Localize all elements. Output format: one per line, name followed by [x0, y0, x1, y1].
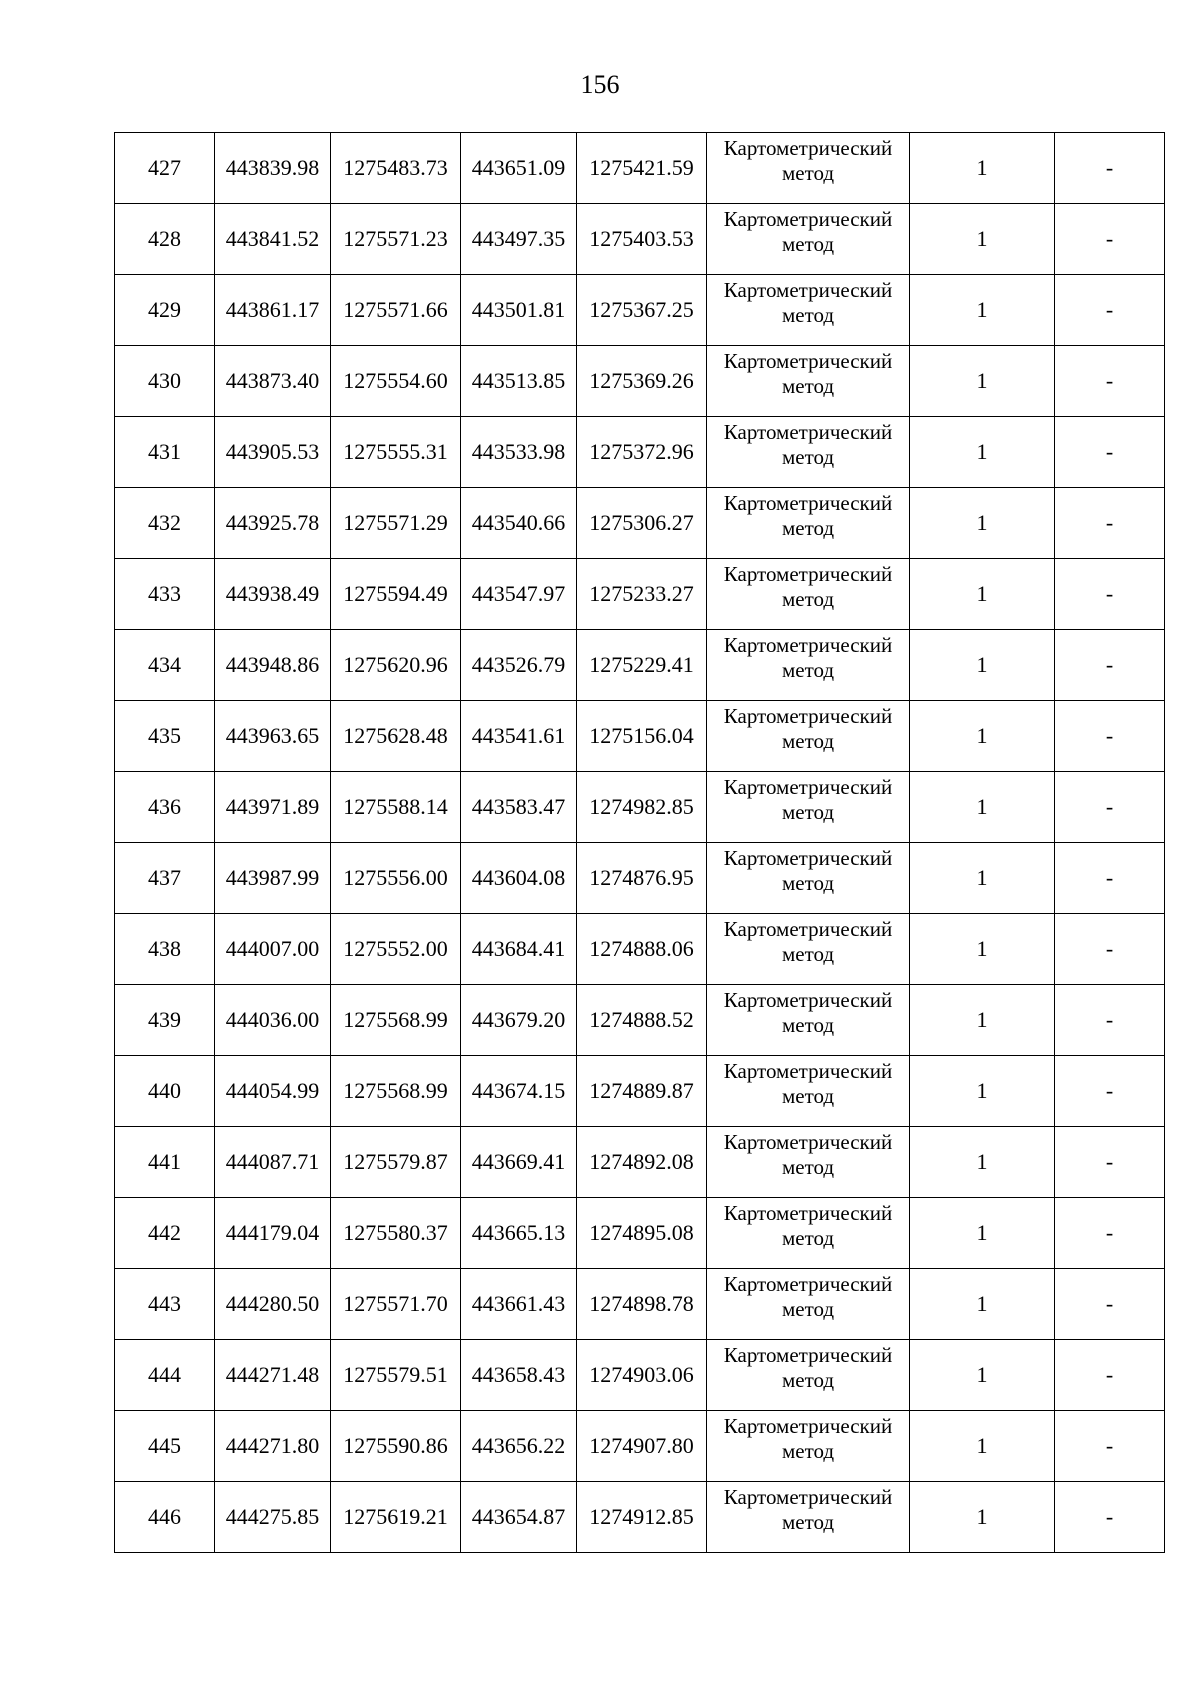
x2-cell: 443674.15	[461, 1056, 577, 1127]
note-cell: -	[1055, 914, 1165, 985]
x2-cell: 443656.22	[461, 1411, 577, 1482]
point-number-cell: 445	[115, 1411, 215, 1482]
table-row	[115, 133, 1165, 204]
note-cell: -	[1055, 630, 1165, 701]
note-cell: -	[1055, 1411, 1165, 1482]
point-number-cell: 429	[115, 275, 215, 346]
x1-cell: 443873.40	[215, 346, 331, 417]
y2-cell: 1274898.78	[577, 1269, 707, 1340]
point-number-cell: 446	[115, 1482, 215, 1553]
note-cell: -	[1055, 1056, 1165, 1127]
x1-cell: 443948.86	[215, 630, 331, 701]
point-number-cell: 433	[115, 559, 215, 630]
accuracy-cell: 1	[910, 133, 1055, 204]
point-number-cell: 441	[115, 1127, 215, 1198]
x2-cell: 443541.61	[461, 701, 577, 772]
note-cell: -	[1055, 772, 1165, 843]
table-row	[115, 914, 1165, 985]
y2-cell: 1274895.08	[577, 1198, 707, 1269]
y1-cell: 1275594.49	[331, 559, 461, 630]
y1-cell: 1275483.73	[331, 133, 461, 204]
point-number-cell: 431	[115, 417, 215, 488]
accuracy-cell: 1	[910, 914, 1055, 985]
note-cell: -	[1055, 843, 1165, 914]
y2-cell: 1275421.59	[577, 133, 707, 204]
x1-cell: 443963.65	[215, 701, 331, 772]
x1-cell: 444179.04	[215, 1198, 331, 1269]
y2-cell: 1275229.41	[577, 630, 707, 701]
y2-cell: 1275233.27	[577, 559, 707, 630]
accuracy-cell: 1	[910, 417, 1055, 488]
method-cell: Картометрический метод	[707, 1269, 910, 1340]
table-row	[115, 559, 1165, 630]
x1-cell: 444087.71	[215, 1127, 331, 1198]
method-cell: Картометрический метод	[707, 559, 910, 630]
point-number-cell: 440	[115, 1056, 215, 1127]
table-row	[115, 772, 1165, 843]
y1-cell: 1275619.21	[331, 1482, 461, 1553]
x2-cell: 443501.81	[461, 275, 577, 346]
point-number-cell: 432	[115, 488, 215, 559]
method-cell: Картометрический метод	[707, 346, 910, 417]
y1-cell: 1275571.23	[331, 204, 461, 275]
x1-cell: 443841.52	[215, 204, 331, 275]
y1-cell: 1275568.99	[331, 1056, 461, 1127]
y2-cell: 1275156.04	[577, 701, 707, 772]
y1-cell: 1275628.48	[331, 701, 461, 772]
method-cell: Картометрический метод	[707, 1127, 910, 1198]
y1-cell: 1275620.96	[331, 630, 461, 701]
method-cell: Картометрический метод	[707, 985, 910, 1056]
x2-cell: 443679.20	[461, 985, 577, 1056]
note-cell: -	[1055, 417, 1165, 488]
point-number-cell: 444	[115, 1340, 215, 1411]
method-cell: Картометрический метод	[707, 1411, 910, 1482]
note-cell: -	[1055, 1198, 1165, 1269]
y1-cell: 1275554.60	[331, 346, 461, 417]
note-cell: -	[1055, 346, 1165, 417]
accuracy-cell: 1	[910, 701, 1055, 772]
x1-cell: 443861.17	[215, 275, 331, 346]
x2-cell: 443654.87	[461, 1482, 577, 1553]
x2-cell: 443513.85	[461, 346, 577, 417]
x1-cell: 444007.00	[215, 914, 331, 985]
table-row	[115, 1340, 1165, 1411]
y1-cell: 1275571.66	[331, 275, 461, 346]
accuracy-cell: 1	[910, 1127, 1055, 1198]
note-cell: -	[1055, 1127, 1165, 1198]
point-number-cell: 438	[115, 914, 215, 985]
table-row	[115, 843, 1165, 914]
method-cell: Картометрический метод	[707, 133, 910, 204]
table-row	[115, 701, 1165, 772]
x1-cell: 443905.53	[215, 417, 331, 488]
x1-cell: 444054.99	[215, 1056, 331, 1127]
accuracy-cell: 1	[910, 1340, 1055, 1411]
method-cell: Картометрический метод	[707, 488, 910, 559]
table-row	[115, 488, 1165, 559]
point-number-cell: 437	[115, 843, 215, 914]
y2-cell: 1275306.27	[577, 488, 707, 559]
y2-cell: 1274912.85	[577, 1482, 707, 1553]
y1-cell: 1275571.70	[331, 1269, 461, 1340]
note-cell: -	[1055, 488, 1165, 559]
accuracy-cell: 1	[910, 1269, 1055, 1340]
point-number-cell: 430	[115, 346, 215, 417]
x1-cell: 444275.85	[215, 1482, 331, 1553]
y1-cell: 1275556.00	[331, 843, 461, 914]
accuracy-cell: 1	[910, 985, 1055, 1056]
point-number-cell: 428	[115, 204, 215, 275]
table-row	[115, 417, 1165, 488]
x2-cell: 443526.79	[461, 630, 577, 701]
y2-cell: 1274876.95	[577, 843, 707, 914]
note-cell: -	[1055, 1269, 1165, 1340]
point-number-cell: 443	[115, 1269, 215, 1340]
note-cell: -	[1055, 133, 1165, 204]
table-row	[115, 1198, 1165, 1269]
x2-cell: 443583.47	[461, 772, 577, 843]
accuracy-cell: 1	[910, 630, 1055, 701]
x1-cell: 444036.00	[215, 985, 331, 1056]
table-row	[115, 275, 1165, 346]
point-number-cell: 439	[115, 985, 215, 1056]
x2-cell: 443669.41	[461, 1127, 577, 1198]
table-row	[115, 985, 1165, 1056]
accuracy-cell: 1	[910, 488, 1055, 559]
x1-cell: 443925.78	[215, 488, 331, 559]
y2-cell: 1275367.25	[577, 275, 707, 346]
y1-cell: 1275590.86	[331, 1411, 461, 1482]
x2-cell: 443497.35	[461, 204, 577, 275]
y2-cell: 1274888.52	[577, 985, 707, 1056]
method-cell: Картометрический метод	[707, 1056, 910, 1127]
accuracy-cell: 1	[910, 346, 1055, 417]
x1-cell: 443987.99	[215, 843, 331, 914]
note-cell: -	[1055, 275, 1165, 346]
accuracy-cell: 1	[910, 1056, 1055, 1127]
method-cell: Картометрический метод	[707, 204, 910, 275]
note-cell: -	[1055, 1482, 1165, 1553]
y1-cell: 1275579.51	[331, 1340, 461, 1411]
x1-cell: 444271.80	[215, 1411, 331, 1482]
x2-cell: 443661.43	[461, 1269, 577, 1340]
x2-cell: 443658.43	[461, 1340, 577, 1411]
x2-cell: 443540.66	[461, 488, 577, 559]
x2-cell: 443665.13	[461, 1198, 577, 1269]
method-cell: Картометрический метод	[707, 914, 910, 985]
y2-cell: 1274888.06	[577, 914, 707, 985]
x2-cell: 443533.98	[461, 417, 577, 488]
accuracy-cell: 1	[910, 1482, 1055, 1553]
y2-cell: 1275403.53	[577, 204, 707, 275]
page-number: 156	[580, 70, 620, 99]
x1-cell: 443938.49	[215, 559, 331, 630]
note-cell: -	[1055, 1340, 1165, 1411]
method-cell: Картометрический метод	[707, 630, 910, 701]
point-number-cell: 434	[115, 630, 215, 701]
y1-cell: 1275580.37	[331, 1198, 461, 1269]
table-row	[115, 1127, 1165, 1198]
x1-cell: 444280.50	[215, 1269, 331, 1340]
method-cell: Картометрический метод	[707, 417, 910, 488]
point-number-cell: 435	[115, 701, 215, 772]
accuracy-cell: 1	[910, 204, 1055, 275]
table-row	[115, 204, 1165, 275]
point-number-cell: 427	[115, 133, 215, 204]
table-row	[115, 1269, 1165, 1340]
y2-cell: 1274892.08	[577, 1127, 707, 1198]
method-cell: Картометрический метод	[707, 1482, 910, 1553]
y1-cell: 1275571.29	[331, 488, 461, 559]
y2-cell: 1274889.87	[577, 1056, 707, 1127]
y1-cell: 1275579.87	[331, 1127, 461, 1198]
table-row	[115, 1056, 1165, 1127]
accuracy-cell: 1	[910, 559, 1055, 630]
y2-cell: 1275372.96	[577, 417, 707, 488]
table-row	[115, 1482, 1165, 1553]
table-row	[115, 346, 1165, 417]
accuracy-cell: 1	[910, 772, 1055, 843]
accuracy-cell: 1	[910, 275, 1055, 346]
method-cell: Картометрический метод	[707, 1340, 910, 1411]
x1-cell: 444271.48	[215, 1340, 331, 1411]
x2-cell: 443651.09	[461, 133, 577, 204]
y2-cell: 1274907.80	[577, 1411, 707, 1482]
x2-cell: 443684.41	[461, 914, 577, 985]
method-cell: Картометрический метод	[707, 275, 910, 346]
accuracy-cell: 1	[910, 1198, 1055, 1269]
note-cell: -	[1055, 701, 1165, 772]
y1-cell: 1275568.99	[331, 985, 461, 1056]
method-cell: Картометрический метод	[707, 701, 910, 772]
method-cell: Картометрический метод	[707, 843, 910, 914]
y1-cell: 1275555.31	[331, 417, 461, 488]
method-cell: Картометрический метод	[707, 772, 910, 843]
method-cell: Картометрический метод	[707, 1198, 910, 1269]
coordinates-table	[114, 132, 1165, 1553]
y2-cell: 1274903.06	[577, 1340, 707, 1411]
table-row	[115, 1411, 1165, 1482]
x2-cell: 443604.08	[461, 843, 577, 914]
point-number-cell: 442	[115, 1198, 215, 1269]
table-body	[115, 133, 1165, 1553]
y1-cell: 1275588.14	[331, 772, 461, 843]
note-cell: -	[1055, 204, 1165, 275]
accuracy-cell: 1	[910, 843, 1055, 914]
x2-cell: 443547.97	[461, 559, 577, 630]
table-row	[115, 630, 1165, 701]
y2-cell: 1274982.85	[577, 772, 707, 843]
accuracy-cell: 1	[910, 1411, 1055, 1482]
x1-cell: 443839.98	[215, 133, 331, 204]
y2-cell: 1275369.26	[577, 346, 707, 417]
y1-cell: 1275552.00	[331, 914, 461, 985]
note-cell: -	[1055, 559, 1165, 630]
point-number-cell: 436	[115, 772, 215, 843]
x1-cell: 443971.89	[215, 772, 331, 843]
note-cell: -	[1055, 985, 1165, 1056]
